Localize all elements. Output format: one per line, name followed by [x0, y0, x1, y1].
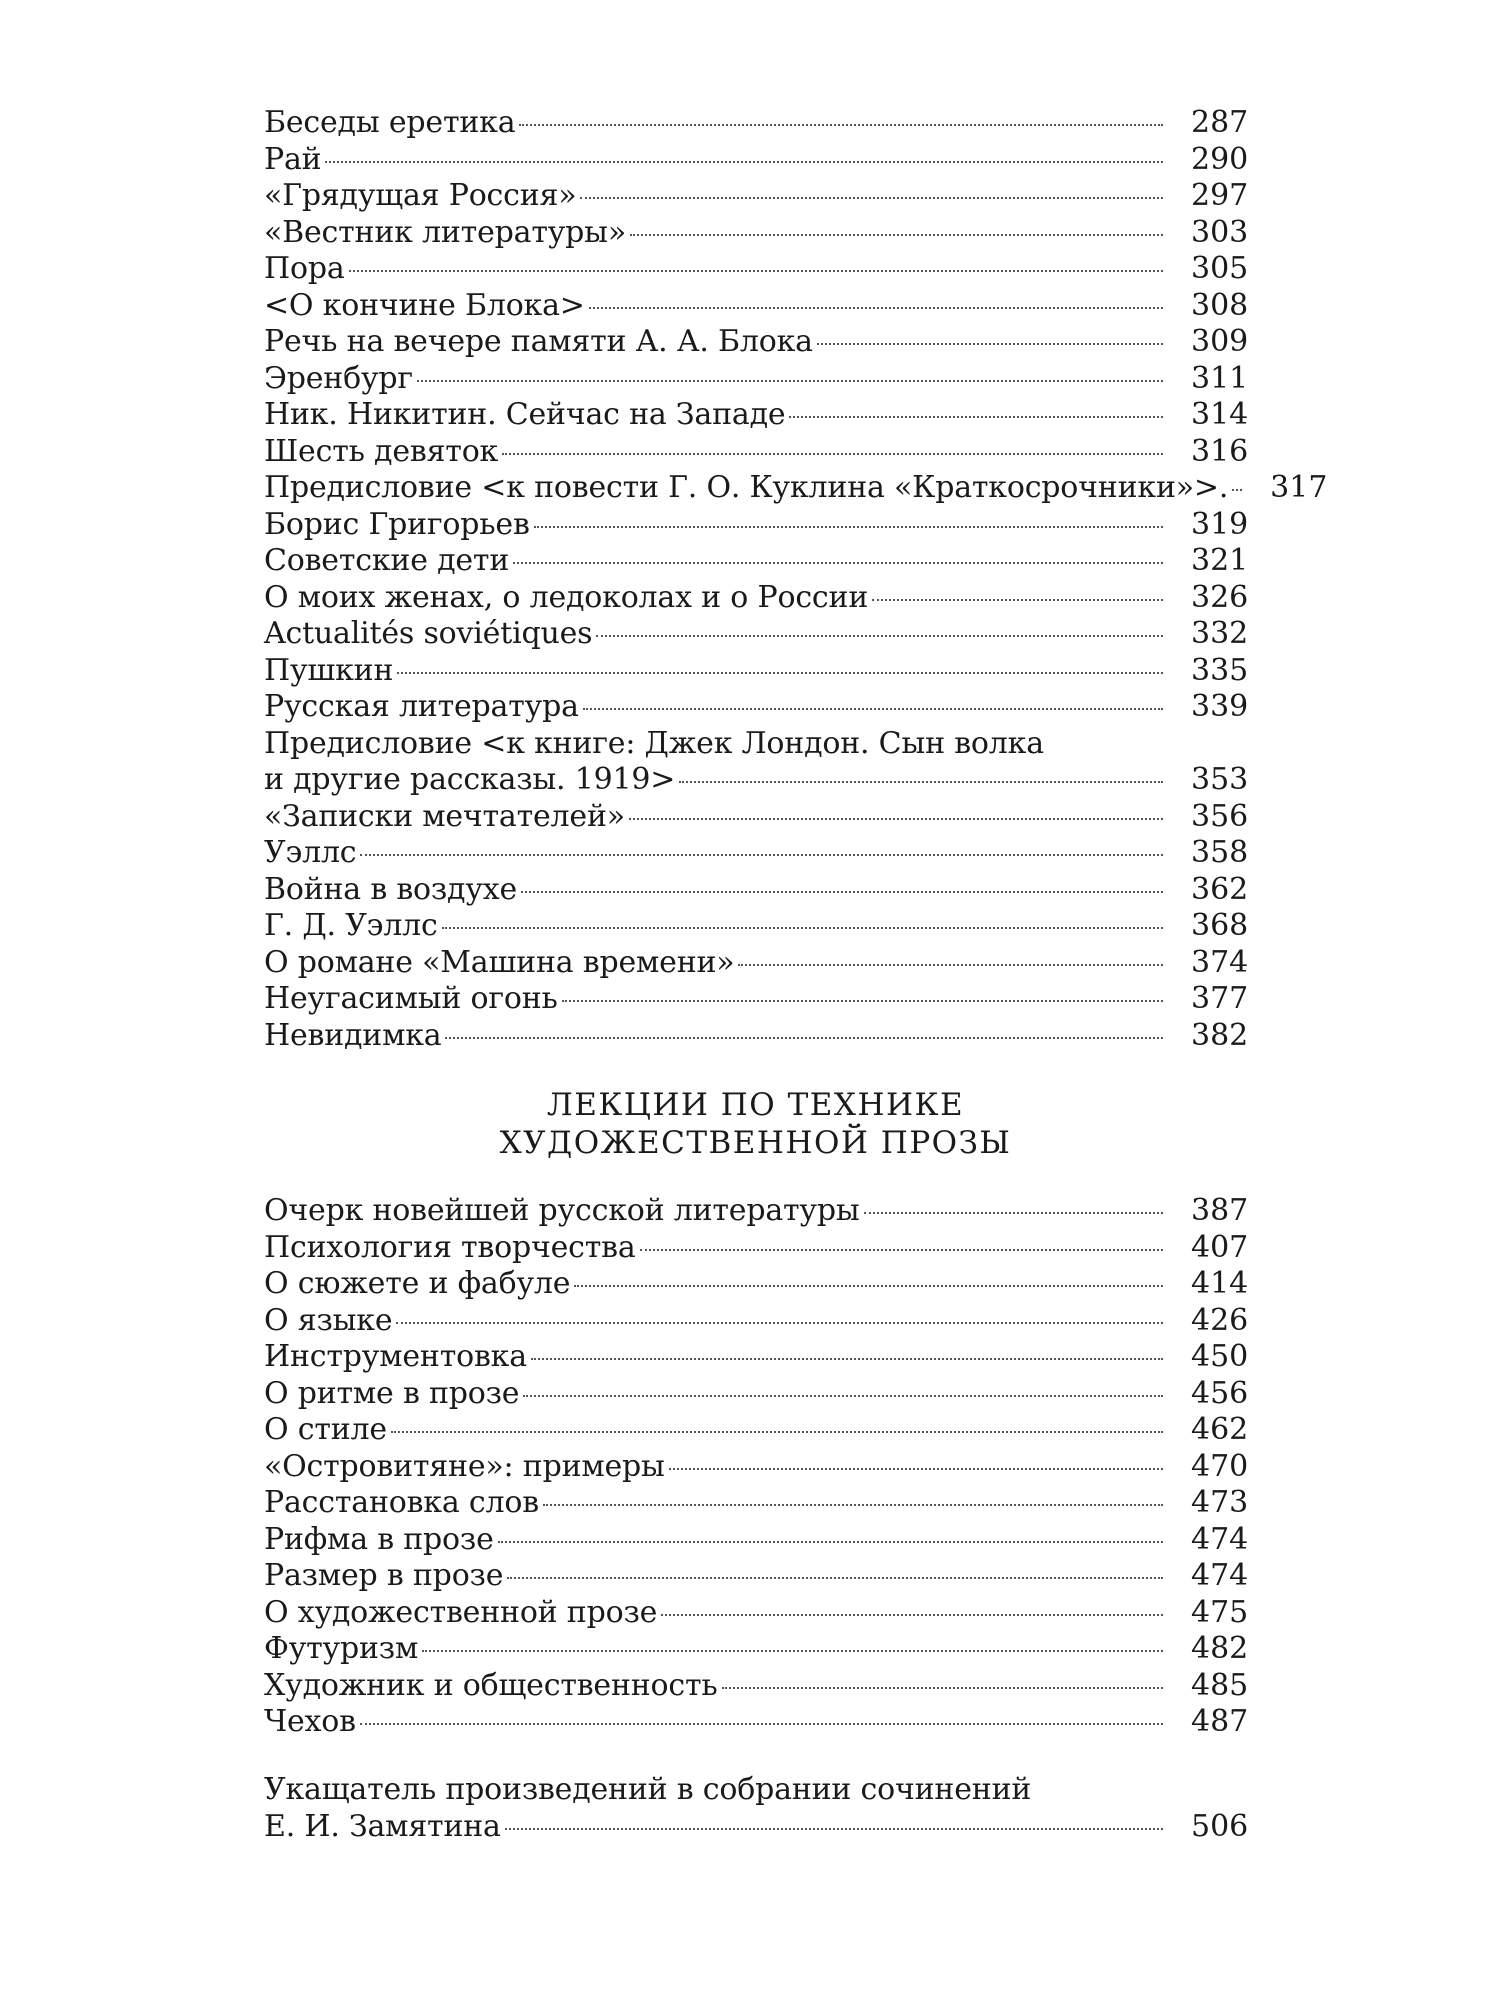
toc-leader-dots — [519, 124, 1163, 126]
toc-entry-title: Пора — [264, 251, 345, 286]
toc-entry-title: Actualités soviétiques — [264, 616, 593, 651]
toc-entry-title: Русская литература — [264, 689, 579, 724]
toc-entry-title: Эренбург — [264, 360, 413, 396]
toc-leader-dots — [679, 781, 1163, 783]
toc-entry[interactable] — [264, 835, 1247, 872]
toc-entry-title: Советские дети — [264, 543, 510, 578]
toc-entry-page: 474 — [1191, 1558, 1249, 1593]
toc-entry-page: 474 — [1191, 1521, 1249, 1557]
toc-entry-page: 374 — [1191, 944, 1249, 980]
toc-entry-page: 319 — [1191, 506, 1249, 542]
toc-entry-title: Рай — [264, 141, 322, 177]
toc-entry[interactable] — [264, 1704, 1247, 1741]
toc-leader-dots — [498, 1541, 1163, 1543]
toc-leader-dots — [574, 1285, 1163, 1287]
toc-entry[interactable] — [264, 543, 1247, 580]
toc-entry-page: 377 — [1191, 981, 1249, 1016]
toc-leader-dots — [661, 1614, 1163, 1616]
toc-entry-title: «Записки мечтателей» — [264, 798, 625, 834]
toc-leader-dots — [507, 1577, 1163, 1579]
toc-entry-title: Шесть девяток — [264, 433, 499, 469]
toc-entry[interactable] — [264, 105, 1247, 142]
toc-leader-dots — [521, 891, 1163, 893]
toc-entry-page: 482 — [1191, 1631, 1249, 1666]
toc-entry[interactable] — [264, 324, 1247, 361]
toc-entry-title: О стиле — [264, 1412, 387, 1447]
section-heading-line1: ЛЕКЦИИ ПО ТЕХНИКЕ — [546, 1087, 965, 1123]
toc-entry-title: Футуризм — [264, 1631, 419, 1666]
toc-entry[interactable] — [264, 1485, 1247, 1522]
toc-entry-title: Очерк новейшей русской литературы — [264, 1193, 860, 1228]
toc-entry[interactable] — [264, 908, 1247, 945]
toc-entry-title: О художественной прозе — [264, 1594, 658, 1630]
toc-entry-page: 335 — [1191, 652, 1249, 688]
toc-index-entry — [264, 1772, 1247, 1845]
toc-entry-title: <О кончине Блока> — [264, 287, 585, 323]
toc-leader-dots — [445, 1037, 1163, 1039]
toc-entry[interactable] — [264, 616, 1247, 653]
toc-entry-title: Е. И. Замятина — [264, 1808, 501, 1844]
toc-entry-title: О ритме в прозе — [264, 1375, 520, 1411]
toc-entry-page: 308 — [1191, 287, 1249, 323]
toc-leader-dots — [864, 1212, 1163, 1214]
toc-entry-page: 414 — [1191, 1266, 1249, 1301]
toc-entry-page: 485 — [1191, 1667, 1249, 1703]
toc-leader-dots — [325, 161, 1163, 163]
toc-entry-page: 339 — [1191, 689, 1249, 724]
toc-entry-page: 382 — [1191, 1017, 1249, 1053]
toc-entry-title: О моих женах, о ледоколах и о России — [264, 579, 869, 615]
toc-entry-page: 332 — [1191, 616, 1249, 651]
toc-entry-page: 311 — [1191, 360, 1249, 396]
toc-leader-dots — [505, 1828, 1163, 1830]
toc-entry[interactable] — [264, 288, 1247, 325]
toc-leader-dots — [417, 380, 1163, 382]
toc-entry[interactable] — [264, 653, 1247, 690]
toc-entry[interactable] — [264, 178, 1247, 215]
toc-entry-page: 407 — [1191, 1229, 1249, 1265]
toc-entry-page: 314 — [1191, 397, 1249, 432]
toc-entry-title: О романе «Машина времени» — [264, 944, 735, 980]
section-heading-line2: ХУДОЖЕСТВЕННОЙ ПРОЗЫ — [499, 1125, 1012, 1161]
toc-leader-dots — [396, 1322, 1163, 1324]
toc-entry-title: Пушкин — [264, 652, 394, 688]
toc-entry[interactable] — [264, 1449, 1247, 1486]
toc-entry-title: Предисловие <к книге: Джек Лондон. Сын волка — [264, 725, 1044, 761]
toc-leader-dots — [738, 964, 1163, 966]
toc-entry-page: 450 — [1191, 1339, 1249, 1374]
toc-leader-dots — [349, 270, 1163, 272]
toc-entry[interactable] — [264, 1018, 1247, 1055]
toc-entry[interactable] — [264, 726, 1247, 763]
toc-entry-title: «Грядущая Россия» — [264, 178, 577, 213]
toc-entry-title: Уэллс — [264, 835, 357, 870]
toc-leader-dots — [422, 1650, 1163, 1652]
toc-leader-dots — [580, 197, 1163, 199]
toc-entry[interactable] — [264, 1809, 1247, 1846]
toc-entry-title: Неугасимый огонь — [264, 981, 558, 1016]
toc-entry[interactable] — [264, 434, 1247, 471]
toc-entry-title: Беседы еретика — [264, 105, 516, 140]
toc-leader-dots — [502, 453, 1163, 455]
toc-entry-page: 356 — [1191, 798, 1249, 834]
toc-entry[interactable] — [264, 872, 1247, 909]
toc-leader-dots — [397, 672, 1163, 674]
toc-entry-page: 305 — [1191, 251, 1249, 286]
toc-leader-dots — [629, 818, 1163, 820]
toc-entry-title: Невидимка — [264, 1017, 442, 1053]
toc-leader-dots — [722, 1687, 1163, 1689]
toc-entry[interactable] — [264, 470, 1328, 507]
toc-entry[interactable] — [264, 251, 1247, 288]
toc-entry-page: 316 — [1191, 433, 1249, 469]
toc-entry-page: 317 — [1270, 470, 1328, 505]
toc-entry-title: и другие рассказы. 1919> — [264, 762, 676, 797]
toc-section-essays — [264, 105, 1328, 1054]
toc-entry[interactable] — [264, 397, 1247, 434]
toc-entry[interactable] — [264, 507, 1247, 544]
toc-entry[interactable] — [264, 1339, 1247, 1376]
toc-entry[interactable] — [264, 1303, 1247, 1340]
toc-entry-title: О языке — [264, 1302, 393, 1338]
toc-entry-title: Г. Д. Уэллс — [264, 908, 438, 943]
toc-entry-title: Чехов — [264, 1704, 356, 1739]
toc-leader-dots — [534, 526, 1163, 528]
toc-entry-title: Война в воздухе — [264, 871, 518, 907]
toc-entry[interactable] — [264, 1668, 1247, 1705]
toc-entry-title: Психология творчества — [264, 1229, 636, 1265]
toc-entry-page: 287 — [1191, 105, 1249, 140]
toc-entry-page: 473 — [1191, 1485, 1249, 1520]
toc-entry-title: Инструментовка — [264, 1339, 527, 1374]
toc-entry-page: 368 — [1191, 908, 1249, 943]
toc-entry[interactable] — [264, 1631, 1247, 1668]
toc-leader-dots — [391, 1431, 1163, 1433]
toc-leader-dots — [513, 562, 1163, 564]
toc-entry[interactable] — [264, 215, 1247, 252]
toc-entry-title: Речь на вечере памяти А. А. Блока — [264, 324, 813, 359]
toc-entry-page: 321 — [1191, 543, 1249, 578]
toc-leader-dots — [562, 1000, 1163, 1002]
toc-entry-page: 309 — [1191, 324, 1249, 359]
toc-leader-dots — [872, 599, 1163, 601]
toc-leader-dots — [543, 1504, 1163, 1506]
toc-entry[interactable] — [264, 689, 1247, 726]
toc-entry-page: 506 — [1191, 1808, 1249, 1844]
toc-entry-title: Художник и общественность — [264, 1667, 718, 1703]
toc-entry-page: 297 — [1191, 178, 1249, 213]
section-heading — [264, 1086, 1247, 1162]
toc-entry-page: 487 — [1191, 1704, 1249, 1739]
toc-entry-page: 362 — [1191, 871, 1249, 907]
toc-entry[interactable] — [264, 1522, 1247, 1559]
toc-entry-page: 353 — [1191, 762, 1249, 797]
toc-entry[interactable] — [264, 1558, 1247, 1595]
toc-entry[interactable] — [264, 1376, 1247, 1413]
toc-entry-title: Ник. Никитин. Сейчас на Западе — [264, 397, 786, 432]
toc-entry-page: 456 — [1191, 1375, 1249, 1411]
toc-leader-dots — [1232, 489, 1242, 491]
toc-entry[interactable] — [264, 142, 1247, 179]
toc-entry-title: «Островитяне»: примеры — [264, 1448, 665, 1484]
toc-entry[interactable] — [264, 1595, 1247, 1632]
toc-entry-page: 470 — [1191, 1448, 1249, 1484]
toc-entry[interactable] — [264, 1193, 1247, 1230]
toc-leader-dots — [442, 927, 1163, 929]
toc-entry[interactable] — [264, 1266, 1247, 1303]
toc-entry-title: Борис Григорьев — [264, 506, 530, 542]
toc-entry-title: Предисловие <к повести Г. О. Куклина «Краткосрочники»>. — [264, 470, 1229, 505]
toc-entry-page: 462 — [1191, 1412, 1249, 1447]
toc-section-lectures — [264, 1193, 1247, 1741]
toc-entry[interactable] — [264, 799, 1247, 836]
toc-entry-page: 387 — [1191, 1193, 1249, 1228]
toc-entry-page: 358 — [1191, 835, 1249, 870]
toc-leader-dots — [360, 854, 1163, 856]
toc-entry-title: Укащатель произведений в собрании сочинений — [264, 1772, 1032, 1807]
toc-entry-title: О сюжете и фабуле — [264, 1266, 571, 1301]
toc-entry[interactable] — [264, 762, 1247, 799]
toc-leader-dots — [589, 307, 1163, 309]
toc-leader-dots — [630, 234, 1163, 236]
toc-leader-dots — [531, 1358, 1163, 1360]
toc-entry[interactable] — [264, 945, 1247, 982]
toc-entry[interactable] — [264, 1412, 1247, 1449]
toc-entry[interactable] — [264, 1230, 1247, 1267]
toc-leader-dots — [583, 708, 1163, 710]
toc-entry-page: 426 — [1191, 1302, 1249, 1338]
toc-entry-title: «Вестник литературы» — [264, 214, 627, 250]
toc-entry-page: 290 — [1191, 141, 1249, 177]
toc-leader-dots — [669, 1468, 1163, 1470]
toc-entry-title: Размер в прозе — [264, 1558, 504, 1593]
toc-leader-dots — [596, 635, 1163, 637]
toc-entry-title: Расстановка слов — [264, 1485, 539, 1520]
toc-leader-dots — [523, 1395, 1163, 1397]
toc-entry-title: Рифма в прозе — [264, 1521, 494, 1557]
toc-leader-dots — [789, 416, 1163, 418]
toc-entry-page: 303 — [1191, 214, 1249, 250]
toc-leader-dots — [817, 343, 1163, 345]
toc-leader-dots — [360, 1723, 1163, 1725]
toc-entry-page: 326 — [1191, 579, 1249, 615]
toc-entry[interactable] — [264, 1772, 1247, 1809]
toc-entry[interactable] — [264, 580, 1247, 617]
toc-entry-page: 475 — [1191, 1594, 1249, 1630]
toc-entry[interactable] — [264, 361, 1247, 398]
toc-leader-dots — [640, 1249, 1163, 1251]
toc-entry[interactable] — [264, 981, 1247, 1018]
